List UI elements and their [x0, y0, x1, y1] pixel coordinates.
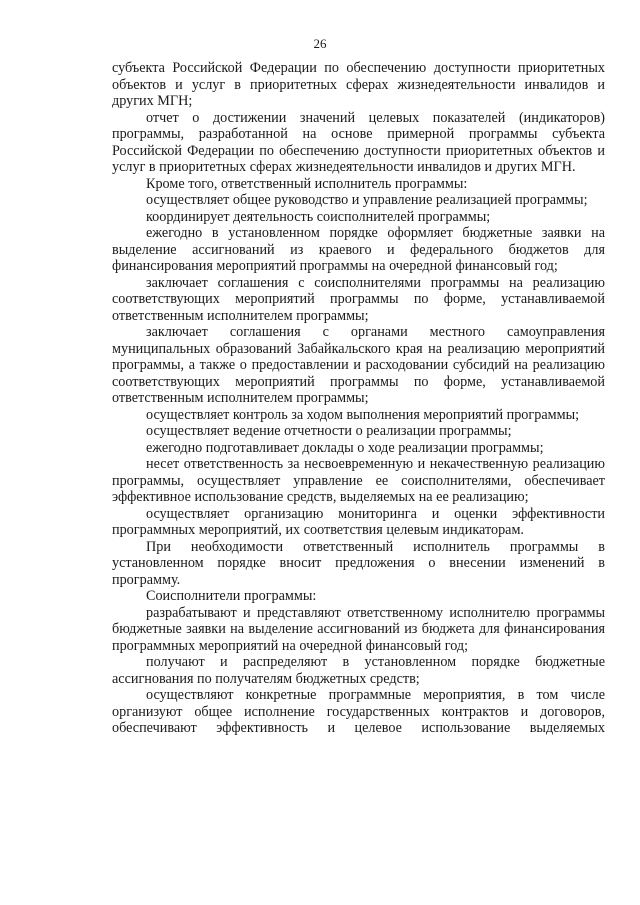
paragraph: ежегодно в установленном порядке оформляет бюджетные заявки на выделение ассигнований из краевого и федерального бюджетов для финансирования мероприятий программы на очередной финансовый год; [112, 225, 605, 274]
paragraph: несет ответственность за несвоевременную и некачественную реализацию программы, осуществляет управление ее соисполнителями, обеспечивает эффективное использование средств, выделяемых на ее реализацию; [112, 456, 605, 505]
paragraph: разрабатывают и представляют ответственному исполнителю программы бюджетные заявки на выделение ассигнований из бюджета для финансирования программных мероприятий на очередной финансовый год; [112, 604, 605, 654]
paragraph: ежегодно подготавливает доклады о ходе реализации программы; [146, 439, 544, 456]
paragraph: координирует деятельность соисполнителей программы; [146, 208, 491, 225]
paragraph: заключает соглашения с соисполнителями программы на реализацию соответствующих мероприятий программы по форме, устанавливаемой ответственным исполнителем программы; [112, 274, 605, 324]
paragraph: осуществляет организацию мониторинга и оценки эффективности программных мероприятий, их соответствия целевым индикаторам. [112, 505, 605, 538]
paragraph: Кроме того, ответственный исполнитель программы: [146, 175, 468, 192]
paragraph: осуществляет ведение отчетности о реализации программы; [146, 423, 512, 439]
paragraph: При необходимости ответственный исполнитель программы в установленном порядке вносит предложения о внесении изменений в программу. [112, 538, 605, 588]
paragraph: осуществляет контроль за ходом выполнения мероприятий программы; [146, 406, 580, 423]
paragraph: отчет о достижении значений целевых показателей (индикаторов) программы, разработанной на основе примерной программы субъекта Российской Федерации по обеспечению доступности приоритетных объектов и услуг в приоритетных сферах жизнедеятельности инвалидов и других МГН. [112, 109, 605, 175]
paragraph: Соисполнители программы: [146, 588, 317, 604]
page-number: 26 [313, 36, 327, 51]
paragraph: осуществляют конкретные программные мероприятия, в том числе организуют общее исполнение государственных контрактов и договоров, обеспечивают эффективность и целевое использование выделяемых [112, 687, 605, 736]
paragraph: субъекта Российской Федерации по обеспечению доступности приоритетных объектов и услуг в приоритетных сферах жизнедеятельности инвалидов и других МГН; [112, 60, 605, 109]
paragraph: получают и распределяют в установленном порядке бюджетные ассигнования по получателям бюджетных средств; [112, 654, 605, 687]
paragraph: осуществляет общее руководство и управление реализацией программы; [146, 192, 588, 208]
paragraph: заключает соглашения с органами местного самоуправления муниципальных образований Забайкальского края на реализацию мероприятий программы, а также о предоставлении и расходовании субсидий на реализацию соответствующих мероприятий программы по форме, устанавливаемой ответственным исполнителем программы; [112, 324, 605, 406]
body-text [112, 60, 605, 737]
